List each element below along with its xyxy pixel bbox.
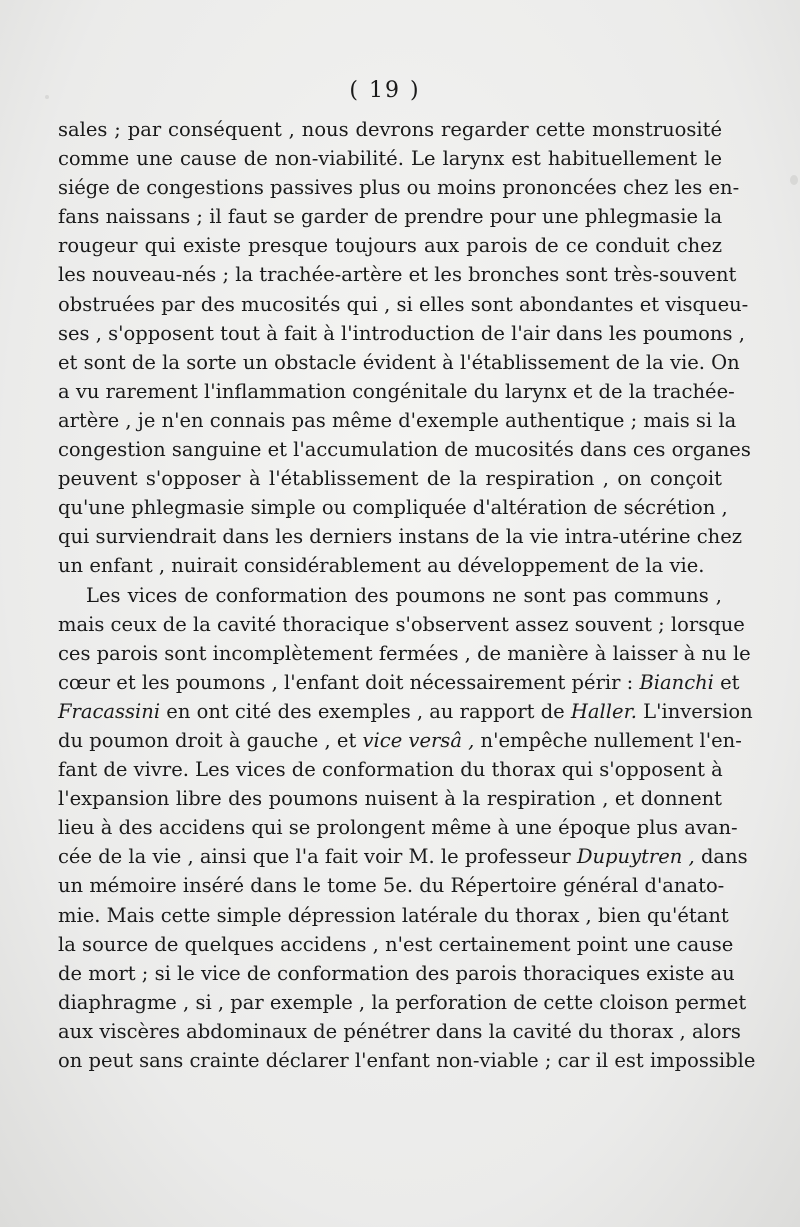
text-run: et: [720, 670, 740, 694]
text-line: comme une cause de non-viabilité. Le larynx est habituellement le: [58, 147, 722, 171]
text-line: qui surviendrait dans les derniers instans de la vie intra-utérine chez: [58, 525, 743, 549]
text-line: et sont de la sorte un obstacle évident à l'établissement de la vie. On: [58, 350, 740, 374]
text-line: sales ; par conséquent , nous devrons regarder cette monstruosité: [58, 118, 722, 141]
text-line: [58, 668, 740, 697]
text-line: un enfant , nuirait considérablement au développement de la vie.: [58, 554, 705, 578]
text-line: obstruées par des mucosités qui , si elles sont abondantes et visqueu-: [58, 292, 749, 316]
text-line: un mémoire inséré dans le tome 5e. du Répertoire général d'anato-: [58, 874, 725, 898]
text-line: [58, 726, 742, 755]
text-run: du poumon droit à gauche , et: [58, 728, 357, 752]
text-line: [58, 842, 748, 871]
text-line: peuvent s'opposer à l'établissement de la respiration , on conçoit: [58, 467, 722, 491]
body-text: [58, 115, 756, 1075]
author-name: Bianchi: [639, 670, 714, 694]
text-line: aux viscères abdominaux de pénétrer dans la cavité du thorax , alors: [58, 1019, 741, 1043]
text-line: ces parois sont incomplètement fermées , de manière à laisser à nu le: [58, 641, 751, 665]
paper-stain: [790, 175, 798, 185]
text-line: mais ceux de la cavité thoracique s'observent assez souvent ; lorsque: [58, 612, 745, 636]
page-number: ( 19 ): [349, 78, 421, 103]
author-name: Dupuytren ,: [576, 845, 695, 869]
text-run: n'empêche nullement l'en-: [480, 728, 742, 752]
author-name: Fracassini: [58, 699, 161, 723]
text-line: congestion sanguine et l'accumulation de mucosités dans ces organes: [58, 438, 751, 462]
text-line: de mort ; si le vice de conformation des parois thoraciques existe au: [58, 961, 735, 985]
text-line: [58, 697, 753, 726]
text-run: dans: [700, 845, 748, 869]
text-line: artère , je n'en connais pas même d'exemple authentique ; mais si la: [58, 408, 737, 432]
text-line: Les vices de conformation des poumons ne sont pas communs ,: [86, 583, 722, 607]
text-line: fans naissans ; il faut se garder de prendre pour une phlegmasie la: [58, 205, 723, 229]
text-line: on peut sans crainte déclarer l'enfant non-viable ; car il est impossible: [58, 1049, 756, 1072]
text-run: en ont cité des exemples , au rapport de: [166, 699, 565, 723]
author-name: Haller.: [570, 699, 637, 723]
text-line: diaphragme , si , par exemple , la perforation de cette cloison permet: [58, 990, 747, 1014]
text-line: l'expansion libre des poumons nuisent à la respiration , et donnent: [58, 787, 722, 811]
text-line: ses , s'opposent tout à fait à l'introduction de l'air dans les poumons ,: [58, 321, 745, 345]
text-line: siége de congestions passives plus ou moins prononcées chez les en-: [58, 176, 740, 200]
text-run: cée de la vie , ainsi que l'a fait voir M. le professeur: [58, 845, 571, 869]
text-line: qu'une phlegmasie simple ou compliquée d'altération de sécrétion ,: [58, 496, 728, 520]
text-run: cœur et les poumons , l'enfant doit nécessairement périr :: [58, 670, 634, 694]
text-line: a vu rarement l'inflammation congénitale du larynx et de la trachée-: [58, 379, 735, 403]
latin-phrase: vice versâ ,: [362, 728, 475, 752]
text-line: la source de quelques accidens , n'est certainement point une cause: [58, 932, 734, 956]
text-run: L'inversion: [643, 699, 753, 723]
text-line: les nouveau-nés ; la trachée-artère et les bronches sont très-souvent: [58, 263, 737, 287]
text-line: lieu à des accidens qui se prolongent même à une époque plus avan-: [58, 816, 738, 840]
text-line: mie. Mais cette simple dépression latérale du thorax , bien qu'étant: [58, 903, 729, 927]
text-line: fant de vivre. Les vices de conformation du thorax qui s'opposent à: [58, 758, 723, 782]
text-line: rougeur qui existe presque toujours aux parois de ce conduit chez: [58, 234, 722, 258]
